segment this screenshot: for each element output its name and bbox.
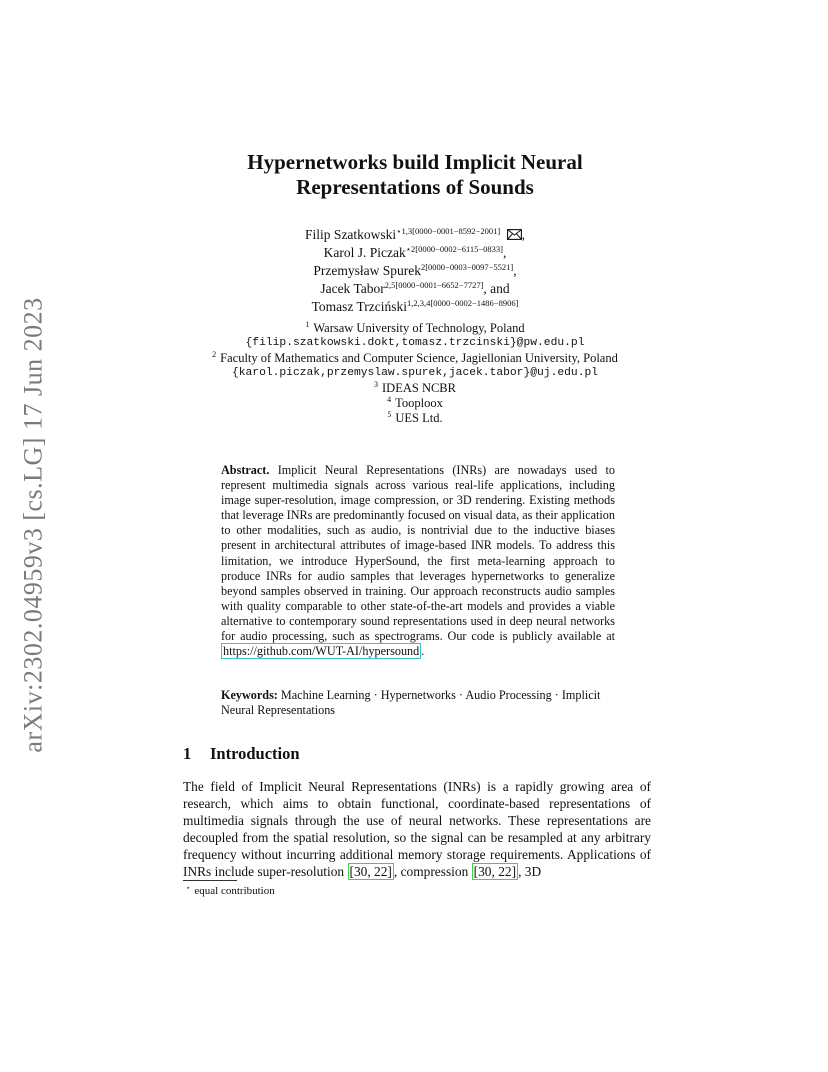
affiliation-text: Faculty of Mathematics and Computer Science, Jagiellonian University, Poland xyxy=(220,351,618,365)
author-3 xyxy=(200,262,630,280)
keywords-label: Keywords: xyxy=(221,688,278,702)
author-suffix: , xyxy=(513,263,517,278)
intro-text-mid: , compression xyxy=(393,864,469,880)
author-name: Tomasz Trzciński xyxy=(311,299,407,314)
intro-text: The field of Implicit Neural Representations (INRs) is a rapidly growing area of research, which aims to obtain functional, coordinate-based representations of multimedia signals through the use of neural networks. These representations are decoupled from the spatial resolution, so the signal can be resampled at any arbitrary frequency without incurring additional memory storage requirements. Applications of INRs include super-resolution xyxy=(183,779,651,880)
affiliation-number: 5 xyxy=(387,410,392,419)
citation-link[interactable]: [30, 22] xyxy=(349,864,392,880)
keywords xyxy=(221,688,615,718)
affiliation-2 xyxy=(180,351,650,366)
arxiv-stamp xyxy=(12,290,56,760)
affiliation-number: 2 xyxy=(212,350,217,359)
author-sup: 2[0000−0003−0097−5521] xyxy=(420,262,514,272)
author-5 xyxy=(200,298,630,316)
mail-icon[interactable] xyxy=(507,229,522,240)
author-name: Karol J. Piczak xyxy=(323,245,406,260)
author-sup: ⋆1,3[0000−0001−8592−2001] xyxy=(396,226,501,236)
author-list xyxy=(200,226,630,316)
code-link[interactable]: https://github.com/WUT-AI/hypersound xyxy=(223,644,420,659)
affiliation-number: 4 xyxy=(387,395,392,404)
paper-title xyxy=(190,150,640,200)
footnote-text: equal contribution xyxy=(194,885,275,897)
author-name: Jacek Tabor xyxy=(320,281,385,296)
title-line-1: Hypernetworks build Implicit Neural xyxy=(247,150,583,174)
author-4 xyxy=(200,280,630,298)
abstract-link-suffix: . xyxy=(421,644,425,659)
affiliation-email-1: {filip.szatkowski.dokt,tomasz.trzcinski}@pw.edu.pl xyxy=(245,337,585,349)
affiliation-1 xyxy=(180,321,650,336)
author-suffix: , and xyxy=(483,281,510,296)
affiliation-email-2: {karol.piczak,przemyslaw.spurek,jacek.tabor}@uj.edu.pl xyxy=(231,367,599,379)
intro-text-end: , 3D xyxy=(518,864,542,880)
affiliation-4 xyxy=(180,396,650,411)
author-name: Przemysław Spurek xyxy=(313,263,421,278)
title-line-2: Representations of Sounds xyxy=(296,175,534,199)
section-number: 1 xyxy=(183,744,192,763)
affiliation-number: 3 xyxy=(374,380,379,389)
citation-link[interactable]: [30, 22] xyxy=(473,864,517,880)
affiliation-number: 1 xyxy=(305,320,310,329)
abstract-text: Implicit Neural Representations (INRs) are nowadays used to represent multimedia signals across various real-life applications, including image super-resolution, image compression, or 3D rendering. Existing methods that leverage INRs are predominantly focused on visual data, as their application to other modalities, such as audio, is nontrivial due to the inductive biases present in architectural attributes of image-based INR models. To address this limitation, we introduce HyperSound, the first meta-learning approach to produce INRs for audio samples that leverages hypernetworks to generalize beyond samples observed in training. Our approach reconstructs audio samples with quality comparable to other state-of-the-art models and provides a viable alternative to contemporary sound representations used in deep neural networks for audio processing, such as spectrograms. Our code is publicly available at xyxy=(221,463,616,644)
affiliations xyxy=(180,321,650,426)
affiliation-text: IDEAS NCBR xyxy=(382,381,456,395)
section-heading xyxy=(183,744,300,764)
author-suffix: , xyxy=(503,245,507,260)
arxiv-id: arXiv:2302.04959v3 [cs.LG] 17 Jun 2023 xyxy=(19,297,48,753)
abstract-label: Abstract. xyxy=(221,463,270,477)
intro-paragraph xyxy=(183,778,651,881)
author-2 xyxy=(200,244,630,262)
author-sup: 1,2,3,4[0000−0002−1486−8906] xyxy=(407,298,519,308)
affiliation-5 xyxy=(180,411,650,426)
footnote-rule xyxy=(183,880,237,881)
author-sup: 2,5[0000−0001−6652−7727] xyxy=(384,280,484,290)
keywords-text: Machine Learning · Hypernetworks · Audio Processing · Implicit Neural Representations xyxy=(221,688,601,718)
author-name: Filip Szatkowski xyxy=(305,227,397,242)
affiliation-text: UES Ltd. xyxy=(395,411,443,425)
footnote-marker: ⋆ xyxy=(186,884,191,892)
footnote xyxy=(186,885,275,897)
affiliation-3 xyxy=(180,381,650,396)
affiliation-text: Tooploox xyxy=(395,396,443,410)
section-title: Introduction xyxy=(210,744,300,763)
author-sup: ⋆2[0000−0002−6115−0833] xyxy=(405,244,504,254)
abstract xyxy=(221,463,615,659)
affiliation-text: Warsaw University of Technology, Poland xyxy=(313,321,525,335)
author-1 xyxy=(200,226,630,244)
author-suffix: , xyxy=(521,227,525,242)
